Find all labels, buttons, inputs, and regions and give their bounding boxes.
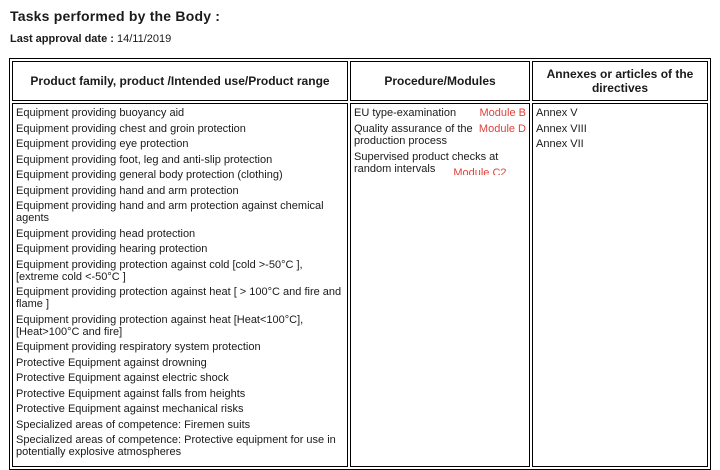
- header-product-family: Product family, product /Intended use/Product range: [12, 61, 348, 101]
- page-title: Tasks performed by the Body :: [10, 8, 221, 24]
- approval-date-line: [10, 33, 711, 45]
- approval-date-value: 14/11/2019: [116, 33, 172, 45]
- module-d-badge: Module D: [478, 123, 526, 135]
- procedure-label: Quality assurance of the production process: [354, 123, 473, 147]
- product-item: Equipment providing protection against cold [cold >-50°C ], [extreme cold <-50°C ]: [16, 258, 303, 283]
- procedure-entry: [354, 123, 526, 147]
- product-item: Equipment providing protection against heat [Heat<100°C], [Heat>100°C and fire]: [16, 313, 304, 338]
- annex-item: Annex VIII: [536, 122, 587, 135]
- product-item: Equipment providing eye protection: [16, 138, 189, 150]
- procedure-entry: [354, 107, 526, 119]
- approval-date-label: Last approval date :: [10, 33, 114, 45]
- product-item: Protective Equipment against falls from heights: [16, 387, 246, 400]
- procedure-label: Supervised product checks at random intervals: [354, 151, 499, 175]
- module-b-badge: Module B: [479, 107, 526, 119]
- header-annexes: Annexes or articles of the directives: [532, 61, 708, 101]
- procedure-entry: [354, 151, 526, 175]
- header-procedure-modules: Procedure/Modules: [350, 61, 530, 101]
- product-item: Equipment providing buoyancy aid: [16, 107, 185, 119]
- product-item: Protective Equipment against electric shock: [16, 372, 229, 384]
- product-item: Equipment providing chest and groin protection: [16, 122, 246, 135]
- product-item: Equipment providing respiratory system protection: [16, 341, 261, 353]
- annex-item: Annex V: [536, 107, 578, 119]
- product-item: Equipment providing protection against heat [ > 100°C and fire and flame ]: [16, 286, 342, 310]
- product-item: Protective Equipment against drowning: [16, 356, 207, 369]
- product-item: Equipment providing head protection: [16, 227, 196, 240]
- procedures-cell: [350, 103, 530, 467]
- product-item: Equipment providing foot, leg and anti-slip protection: [16, 153, 273, 166]
- body-row: [12, 103, 708, 467]
- product-item: Equipment providing hand and arm protection: [16, 184, 239, 197]
- product-item: Specialized areas of competence: Firemen suits: [16, 418, 251, 431]
- module-c2-badge: Module C2: [453, 167, 507, 175]
- product-item: Equipment providing hand and arm protection against chemical agents: [16, 200, 324, 224]
- annexes-cell: [532, 103, 708, 467]
- annex-item: Annex VII: [536, 138, 584, 150]
- product-item: Specialized areas of competence: Protective equipment for use in potentially explosive atmospheres: [16, 434, 336, 458]
- procedure-label: EU type-examination: [354, 107, 457, 119]
- products-cell: [12, 103, 348, 467]
- tasks-table: [9, 58, 711, 470]
- product-item: Equipment providing hearing protection: [16, 243, 208, 255]
- header-row: [12, 61, 708, 101]
- product-item: Protective Equipment against mechanical risks: [16, 403, 244, 415]
- product-item: Equipment providing general body protection (clothing): [16, 169, 283, 181]
